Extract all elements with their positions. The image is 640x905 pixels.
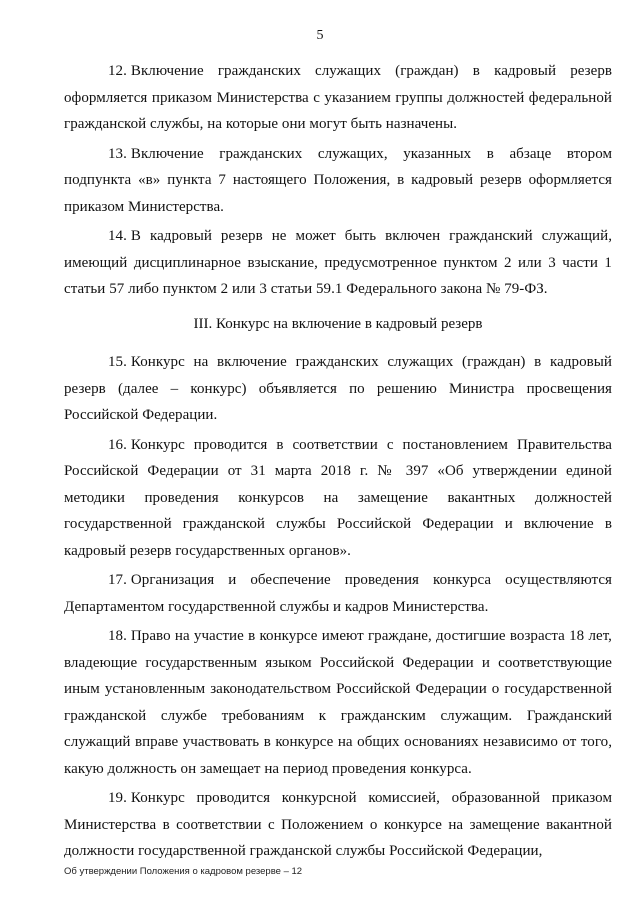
paragraph-13 [64,141,612,221]
paragraph-number: 18. [108,628,127,644]
paragraph-16 [64,432,612,565]
paragraph-text: Право на участие в конкурсе имеют граждане, достигшие возраста 18 лет, владеющие государственным языком Российской Федерации и соответствующие иным установленным законодательством Российской Федерации о государственной гражданской службе требованиям к гражданским служащим. Гражданский служащий вправе участвовать в конкурсе на общих основаниях независимо от того, какую должность он замещает на период проведения конкурса. [64,628,612,777]
paragraph-19 [64,785,612,865]
paragraph-17 [64,567,612,620]
paragraph-15 [64,349,612,429]
paragraph-number: 16. [108,436,127,453]
paragraph-text: Включение гражданских служащих (граждан) в кадровый резерв оформляется приказом Министерства с указанием группы должностей федеральной гражданской службы, на которые они могут быть назначены. [64,63,612,132]
paragraph-text: Конкурс проводится в соответствии с постановлением Правительства Российской Федерации от 31 марта 2018 г. № 397 «Об утверждении единой методики проведения конкурсов на замещение вакантных должностей государственной гражданской службы Российской Федерации и включение в кадровый резерв государственных органов». [64,436,612,559]
paragraph-12 [64,58,612,138]
paragraph-text: Конкурс на включение гражданских служащих (граждан) в кадровый резерв (далее – конкурс) объявляется по решению Министра просвещения Российской Федерации. [64,354,612,423]
paragraph-14 [64,223,612,303]
paragraph-number: 17. [108,572,127,588]
paragraph-18 [64,623,612,782]
page-footer: Об утверждении Положения о кадровом резерве – 12 [64,866,303,877]
paragraph-number: 19. [108,790,127,806]
paragraph-number: 13. [108,145,127,162]
section-heading: III. Конкурс на включение в кадровый резерв [193,315,483,332]
document-body [64,58,612,868]
paragraph-text: Включение гражданских служащих, указанных в абзаце втором подпункта «в» пункта 7 настоящего Положения, в кадровый резерв оформляется приказом Министерства. [64,145,612,215]
paragraph-text: Организация и обеспечение проведения конкурса осуществляются Департаментом государственной службы и кадров Министерства. [64,572,612,615]
paragraph-number: 12. [108,63,127,79]
paragraph-text: В кадровый резерв не может быть включен гражданский служащий, имеющий дисциплинарное взыскание, предусмотренное пунктом 2 или 3 части 1 статьи 57 либо пунктом 2 или 3 статьи 59.1 Федерального закона № 79-ФЗ. [64,228,612,297]
paragraph-number: 14. [108,228,127,244]
page-number: 5 [316,28,324,43]
paragraph-text: Конкурс проводится конкурсной комиссией, образованной приказом Министерства в соответствии с Положением о конкурсе на замещение вакантной должности государственной гражданской службы Российской Федерации, [64,790,612,859]
paragraph-number: 15. [108,354,127,370]
